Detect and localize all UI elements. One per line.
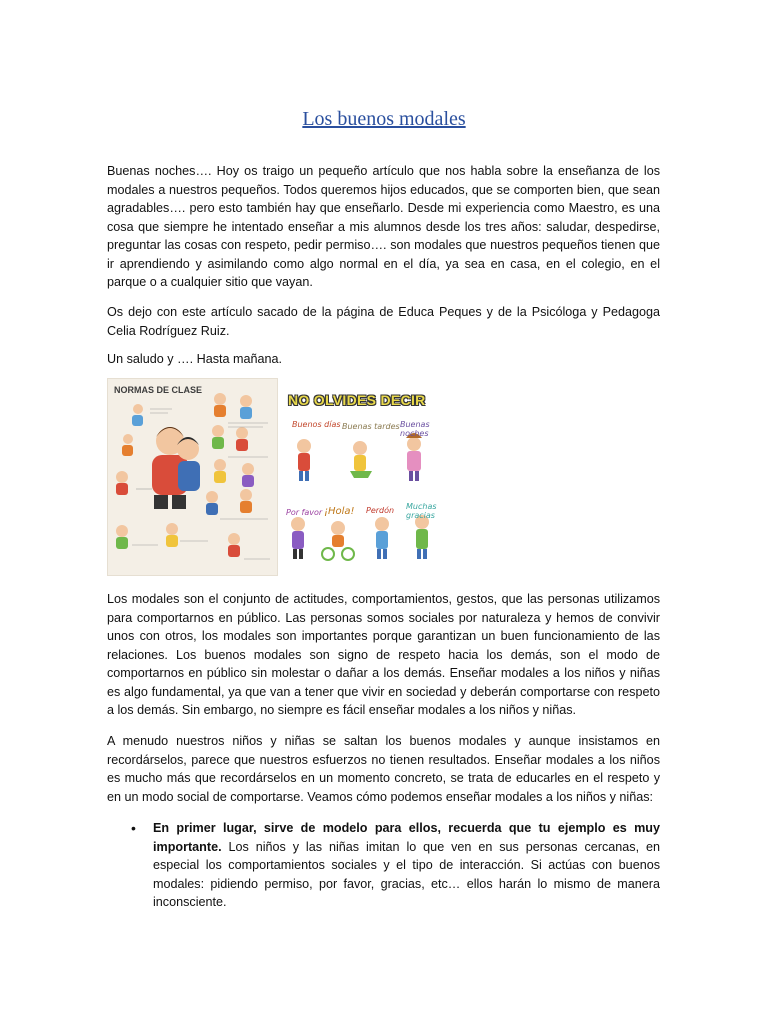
label-por-favor: Por favor <box>286 508 323 517</box>
paragraph-definition: Los modales son el conjunto de actitudes, comportamientos, gestos, que las personas utilizamos para comportarnos en público. Las personas somos sociales por naturaleza y hemos de convivir unos con otros, los modales son importantes porque garantizan un buen funcionamiento de las relaciones. Los buenos modales son signo de respeto hacia los demás, son el modo de comportarnos en público sin molestar o dañar a los demás. Enseñar modales a los niños y niñas es algo fundamental, ya que van a tener que vivir en sociedad y deberán comportarse con respeto a los demás. Sin embargo, no siempre es fácil enseñar modales a los niños y niñas. <box>107 592 660 717</box>
normas-de-clase-image <box>107 378 278 576</box>
paragraph-how-to: A menudo nuestros niños y niñas se saltan los buenos modales y aunque insistamos en recordárselos, parece que nuestros esfuerzos no tienen resultados. Enseñar modales a los niños es mucho más que recordárselos en un momento concreto, se trata de educarles en el respeto y en un modo social de comportarse. Veamos cómo podemos enseñar modales a los niños y niñas: <box>107 734 660 804</box>
label-hola: ¡Hola! <box>324 506 355 517</box>
tip-text: Los niños y las niñas imitan lo que ven en sus personas cercanas, en especial los comportamientos sociales y el tipo de interacción. Si actúas con buenos modales: pidiendo permiso, por favor, gracias, etc… ellos harán lo mismo de manera inconsciente. <box>153 839 660 909</box>
label-buenas-noches: Buenas noches <box>400 420 430 438</box>
label-muchas-gracias: Muchas gracias <box>406 502 437 520</box>
tip-bold-text: En primer lugar, sirve de modelo para ellos, recuerda que tu ejemplo es muy importante. <box>153 821 660 854</box>
document-title: Los buenos modales <box>302 108 466 130</box>
tips-list <box>107 819 660 912</box>
no-olvides-title: NO OLVIDES DECIR <box>288 392 426 408</box>
paragraph-source: Os dejo con este artículo sacado de la página de Educa Peques y de la Psicóloga y Pedagoga Celia Rodríguez Ruiz. <box>107 305 660 338</box>
list-item <box>107 819 660 912</box>
normas-title: NORMAS DE CLASE <box>114 385 203 395</box>
label-buenas-tardes: Buenas tardes <box>342 422 400 431</box>
paragraph-intro: Buenas noches…. Hoy os traigo un pequeño artículo que nos habla sobre la enseñanza de los modales a nuestros pequeños. Todos queremos hijos educados, que se comporten bien, que sean agradables…. pero esto también hay que enseñarlo. Desde mi experiencia como Maestro, es una cosa que siempre he intentado enseñar a mis alumnos desde los tres años: saludar, despedirse, preguntar las cosas con respeto, pedir permiso…. son modales que nuestros pequeños tienen que ir aprendiendo y asimilando como algo normal en el día, ya sea en casa, en el colegio, en el parque o a cualquier sitio que vayan. <box>107 164 660 289</box>
normas-illustration <box>108 379 277 575</box>
bullet-icon: • <box>131 820 136 836</box>
no-olvides-decir-image <box>282 378 444 574</box>
label-buenos-dias: Buenos días <box>292 420 341 429</box>
label-perdon: Perdón <box>366 506 395 515</box>
paragraph-greeting: Un saludo y …. Hasta mañana. <box>107 352 283 366</box>
